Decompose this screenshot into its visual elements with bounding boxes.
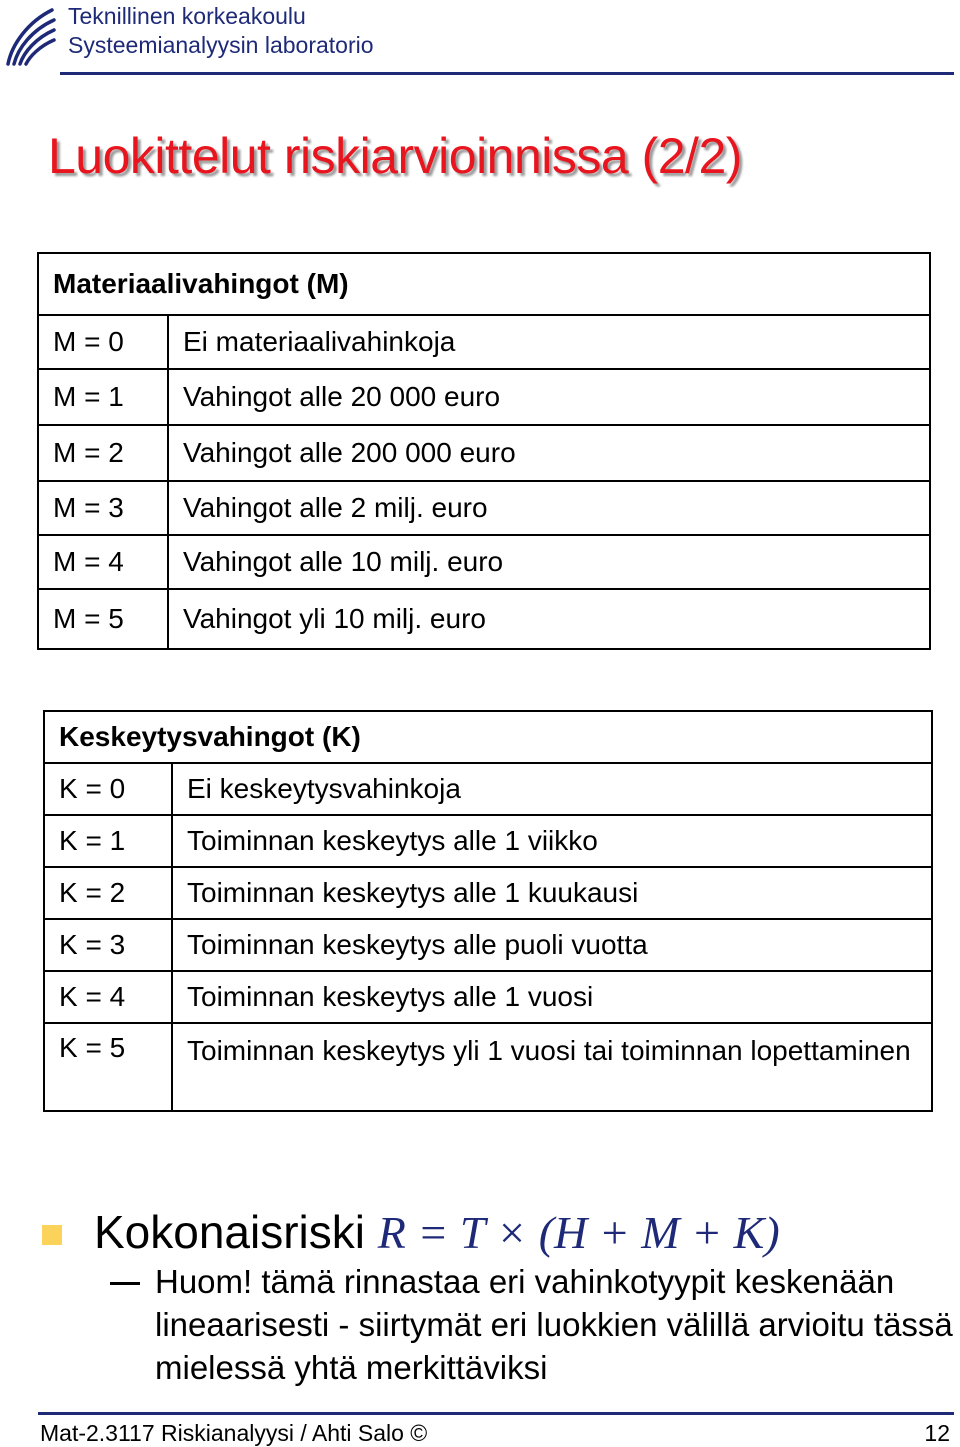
sub-bullet-dash-icon [110, 1282, 140, 1285]
row-code: K = 3 [44, 919, 172, 971]
table-row [38, 481, 930, 535]
row-description: Toiminnan keskeytys alle 1 kuukausi [172, 867, 932, 919]
interruption-damage-table [43, 710, 933, 1112]
row-description: Toiminnan keskeytys yli 1 vuosi tai toiminnan lopettaminen [172, 1023, 932, 1111]
row-description: Toiminnan keskeytys alle 1 vuosi [172, 971, 932, 1023]
row-description: Vahingot alle 200 000 euro [168, 425, 930, 481]
wing-logo-icon [2, 4, 56, 68]
footer-rule [38, 1412, 954, 1415]
row-code: M = 1 [38, 369, 168, 425]
row-code: M = 2 [38, 425, 168, 481]
table-row [44, 763, 932, 815]
footer-course: Mat-2.3117 Riskianalyysi / Ahti Salo © [40, 1420, 428, 1446]
row-code: K = 0 [44, 763, 172, 815]
row-description: Vahingot alle 10 milj. euro [168, 535, 930, 589]
table-header-row [44, 711, 932, 763]
row-description: Vahingot alle 20 000 euro [168, 369, 930, 425]
row-description: Vahingot alle 2 milj. euro [168, 481, 930, 535]
laboratory-name: Systeemianalyysin laboratorio [68, 32, 374, 58]
table-row [44, 815, 932, 867]
material-damage-table [37, 252, 931, 650]
table-row [38, 425, 930, 481]
risk-formula: R = T × (H + M + K) [377, 1207, 780, 1258]
header [68, 2, 374, 60]
row-code: M = 3 [38, 481, 168, 535]
row-code: M = 0 [38, 315, 168, 369]
row-description: Toiminnan keskeytys alle 1 viikko [172, 815, 932, 867]
row-description: Toiminnan keskeytys alle puoli vuotta [172, 919, 932, 971]
table-row [38, 369, 930, 425]
row-description: Ei keskeytysvahinkoja [172, 763, 932, 815]
bullet-square-icon [42, 1225, 62, 1245]
page-number: 12 [924, 1420, 950, 1446]
page-title: Luokittelut riskiarvioinnissa (2/2) [48, 128, 742, 184]
table-row [44, 867, 932, 919]
row-code: M = 4 [38, 535, 168, 589]
table-heading: Materiaalivahingot (M) [38, 253, 930, 315]
row-code: K = 1 [44, 815, 172, 867]
table-row [38, 315, 930, 369]
table-row [38, 589, 930, 649]
institution-name: Teknillinen korkeakoulu [68, 3, 306, 29]
row-description: Ei materiaalivahinkoja [168, 315, 930, 369]
sub-bullet-text: Huom! tämä rinnastaa eri vahinkotyypit keskenään lineaarisesti - siirtymät eri luokkien välillä arvioitu tässä mielessä yhtä merkittäviksi [155, 1263, 953, 1386]
table-heading: Keskeytysvahingot (K) [44, 711, 932, 763]
main-bullet [94, 1202, 780, 1263]
table-row [44, 919, 932, 971]
table-row [44, 971, 932, 1023]
row-code: M = 5 [38, 589, 168, 649]
table-header-row [38, 253, 930, 315]
row-code: K = 2 [44, 867, 172, 919]
header-rule [60, 72, 954, 75]
row-code: K = 4 [44, 971, 172, 1023]
table-row [44, 1023, 932, 1111]
row-description: Vahingot yli 10 milj. euro [168, 589, 930, 649]
row-code: K = 5 [44, 1023, 172, 1111]
table-row [38, 535, 930, 589]
bullet-label: Kokonaisriski [94, 1206, 365, 1258]
